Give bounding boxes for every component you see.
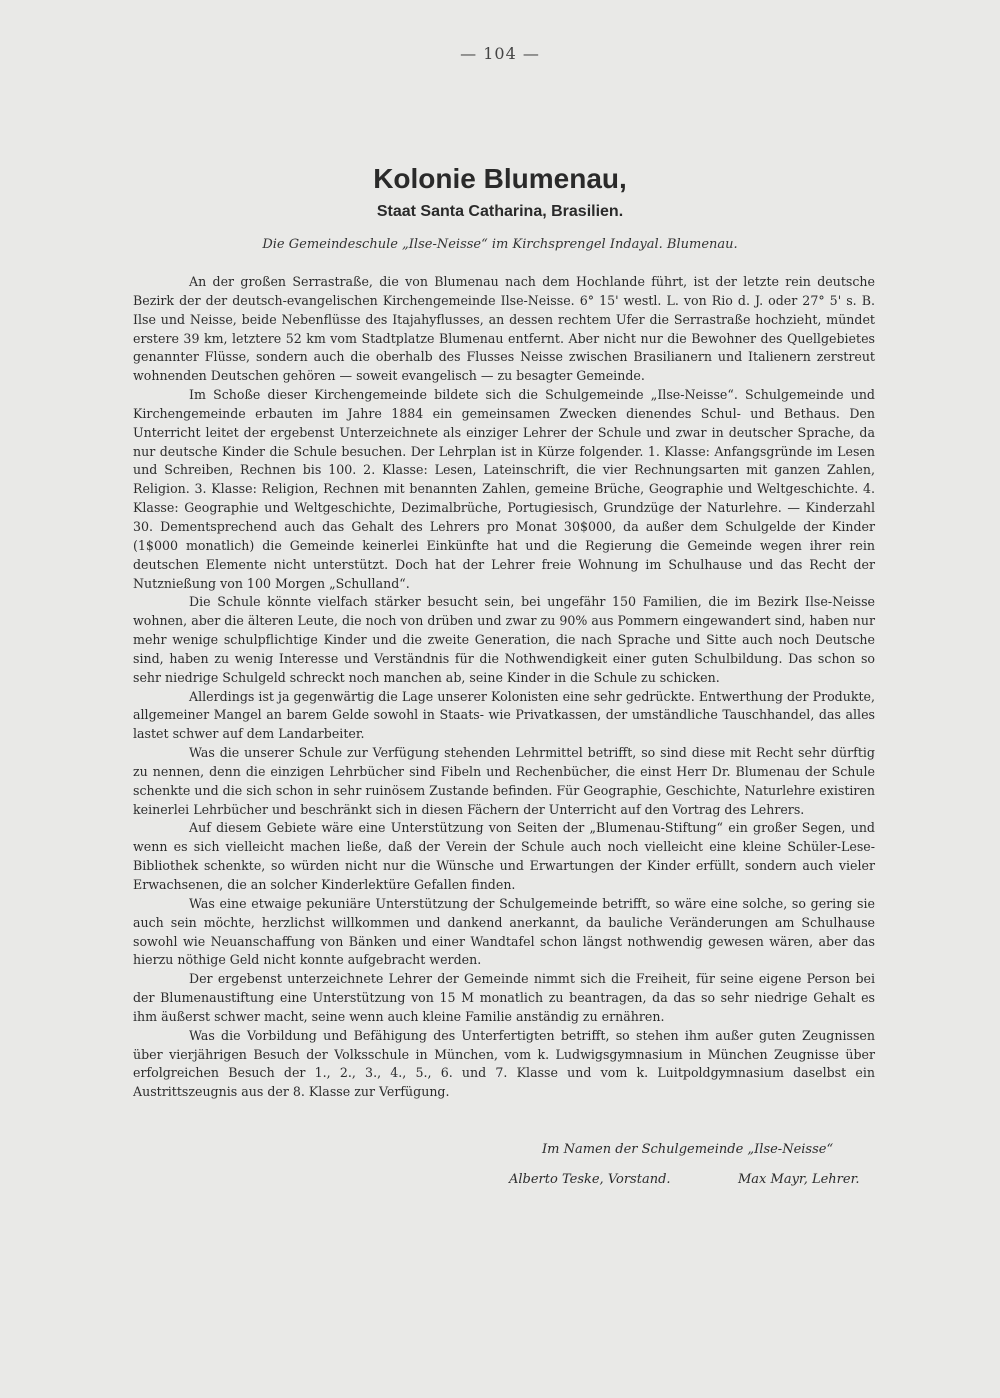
paragraph: Was eine etwaige pekuniäre Unterstützung der Schulgemeinde betrifft, so wäre eine solche, so gering sie auch sein möchte, herzlichst willkommen und dankend anerkannt, da bauliche Veränderungen am Schulhause sowohl wie Neuanschaffung von Bänken und einer Wandtafel schon längst nothwendig gewesen wären, aber das hierzu nöthige Geld nicht konnte aufgebracht werden.	[133, 895, 875, 968]
paragraph: Was die unserer Schule zur Verfügung stehenden Lehrmittel betrifft, so sind diese mit Recht sehr dürftig zu nennen, denn die einzigen Lehrbücher sind Fibeln und Rechenbücher, die einst Herr Dr. Blumenau der Schule schenkte und die sich schon in sehr ruinösem Zustande befinden. Für Geographie, Geschichte, Naturlehre existiren keinerlei Lehrbücher und beschränkt sich in diesen Fächern der Unterricht auf den Vortrag des Lehrers.	[133, 745, 875, 817]
section-heading: Die Gemeindeschule „Ilse-Neisse“ im Kirchsprengel Indayal. Blumenau.	[262, 237, 738, 252]
paragraph: Die Schule könnte vielfach stärker besucht sein, bei ungefähr 150 Familien, die im Bezirk Ilse-Neisse wohnen, aber die älteren Leute, die noch von drüben und zwar zu 90% aus Pommern eingewandert sind, haben nur mehr wenige schulpflichtige Kinder und die zweite Generation, die nach Sprache und Sitte auch noch Deutsche sind, haben zu wenig Interesse und Verständnis für die Nothwendigkeit einer guten Schulbildung. Das schon so sehr niedrige Schulgeld schreckt noch manchen ab, seine Kinder in die Schule zu schicken.	[133, 594, 875, 685]
document-subtitle: Staat Santa Catharina, Brasilien.	[376, 203, 624, 220]
paragraph: An der großen Serrastraße, die von Blumenau nach dem Hochlande führt, ist der letzte rein deutsche Bezirk der der deutsch-evangelischen Kirchengemeinde Ilse-Neisse. 6° 15' westl. L. von Rio d. J. oder 27° 5' s. B. Ilse und Neisse, beide Nebenflüsse des Itajahyflusses, an dessen rechtem Ufer die Serrastraße hochzieht, mündet erstere 39 km, letztere 52 km vom Stadtplatze Blumenau entfernt. Aber nicht nur die Bewohner des Quellgebietes genannter Flüsse, sondern auch die oberhalb des Flusses Neisse zwischen Brasilianern und Italienern zerstreut wohnenden Deutschen gehören — soweit evangelisch — zu besagter Gemeinde.	[133, 274, 875, 384]
page-number: — 104 —	[460, 44, 540, 63]
closing-line: Im Namen der Schulgemeinde „Ilse-Neisse“	[542, 1142, 834, 1157]
paragraph: Im Schoße dieser Kirchengemeinde bildete sich die Schulgemeinde „Ilse-Neisse“. Schulgemeinde und Kirchengemeinde erbauten im Jahre 1884 ein gemeinsamen Zwecken dienendes Schul- und Bethaus. Den Unterricht leitet der ergebenst Unterzeichnete als einziger Lehrer der Schule und zwar in deutscher Sprache, da nur deutsche Kinder die Schule besuchen. Der Lehrplan ist in Kürze folgender. 1. Klasse: Anfangsgründe im Lesen und Schreiben, Rechnen bis 100. 2. Klasse: Lesen, Lateinschrift, die vier Rechnungsarten mit ganzen Zahlen, Religion. 3. Klasse: Religion, Rechnen mit benannten Zahlen, gemeine Brüche, Geographie und Weltgeschichte. 4. Klasse: Geographie und Weltgeschichte, Dezimalbrüche, Portugiesisch, Grundzüge der Naturlehre. — Kinderzahl 30. Dementsprechend auch das Gehalt des Lehrers pro Monat 30$000, da außer dem Schulgelde der Kinder (1$000 monatlich) die Gemeinde keinerlei Einkünfte hat und die Regierung die Gemeinde wegen ihrer rein deutschen Elemente nicht unterstützt. Doch hat der Lehrer freie Wohnung im Schulhause und das Recht der Nutznießung von 100 Morgen „Schulland“.	[133, 387, 875, 591]
paragraph: Was die Vorbildung und Befähigung des Unterfertigten betrifft, so stehen ihm außer guten Zeugnissen über vierjährigen Besuch der Volksschule in München, vom k. Ludwigsgymnasium in München Zeugnisse über erfolgreichen Besuch der 1., 2., 3., 4., 5., 6. und 7. Klasse und vom k. Luitpoldgymnasium daselbst ein Austrittszeugnis aus der 8. Klasse zur Verfügung.	[133, 1027, 875, 1100]
paragraph: Auf diesem Gebiete wäre eine Unterstützung von Seiten der „Blumenau-Stiftung“ ein großer Segen, und wenn es sich vielleicht machen ließe, daß der Verein der Schule auch noch vielleicht eine kleine Schüler-Lese-Bibliothek schenkte, so würden nicht nur die Wünsche und Erwartungen der Kinder erfüllt, sondern auch vieler Erwachsenen, die an solcher Kinderlektüre Gefallen finden.	[133, 820, 875, 892]
paragraph: Allerdings ist ja gegenwärtig die Lage unserer Kolonisten eine sehr gedrückte. Entwerthung der Produkte, allgemeiner Mangel an barem Gelde sowohl in Staats- wie Privatkassen, der umständliche Tauschhandel, das alles lastet schwer auf dem Landarbeiter.	[133, 688, 875, 742]
paragraph: Der ergebenst unterzeichnete Lehrer der Gemeinde nimmt sich die Freiheit, für seine eigene Person bei der Blumenaustiftung eine Unterstützung von 15 M monatlich zu beantragen, da das so sehr niedrige Gehalt es ihm äußerst schwer macht, seine wenn auch kleine Familie anständig zu ernähren.	[133, 971, 875, 1024]
signature-teacher: Max Mayr, Lehrer.	[738, 1172, 860, 1187]
body-text	[133, 273, 875, 1102]
document-title: Kolonie Blumenau,	[373, 163, 627, 194]
signature-chairman: Alberto Teske, Vorstand.	[509, 1172, 671, 1187]
